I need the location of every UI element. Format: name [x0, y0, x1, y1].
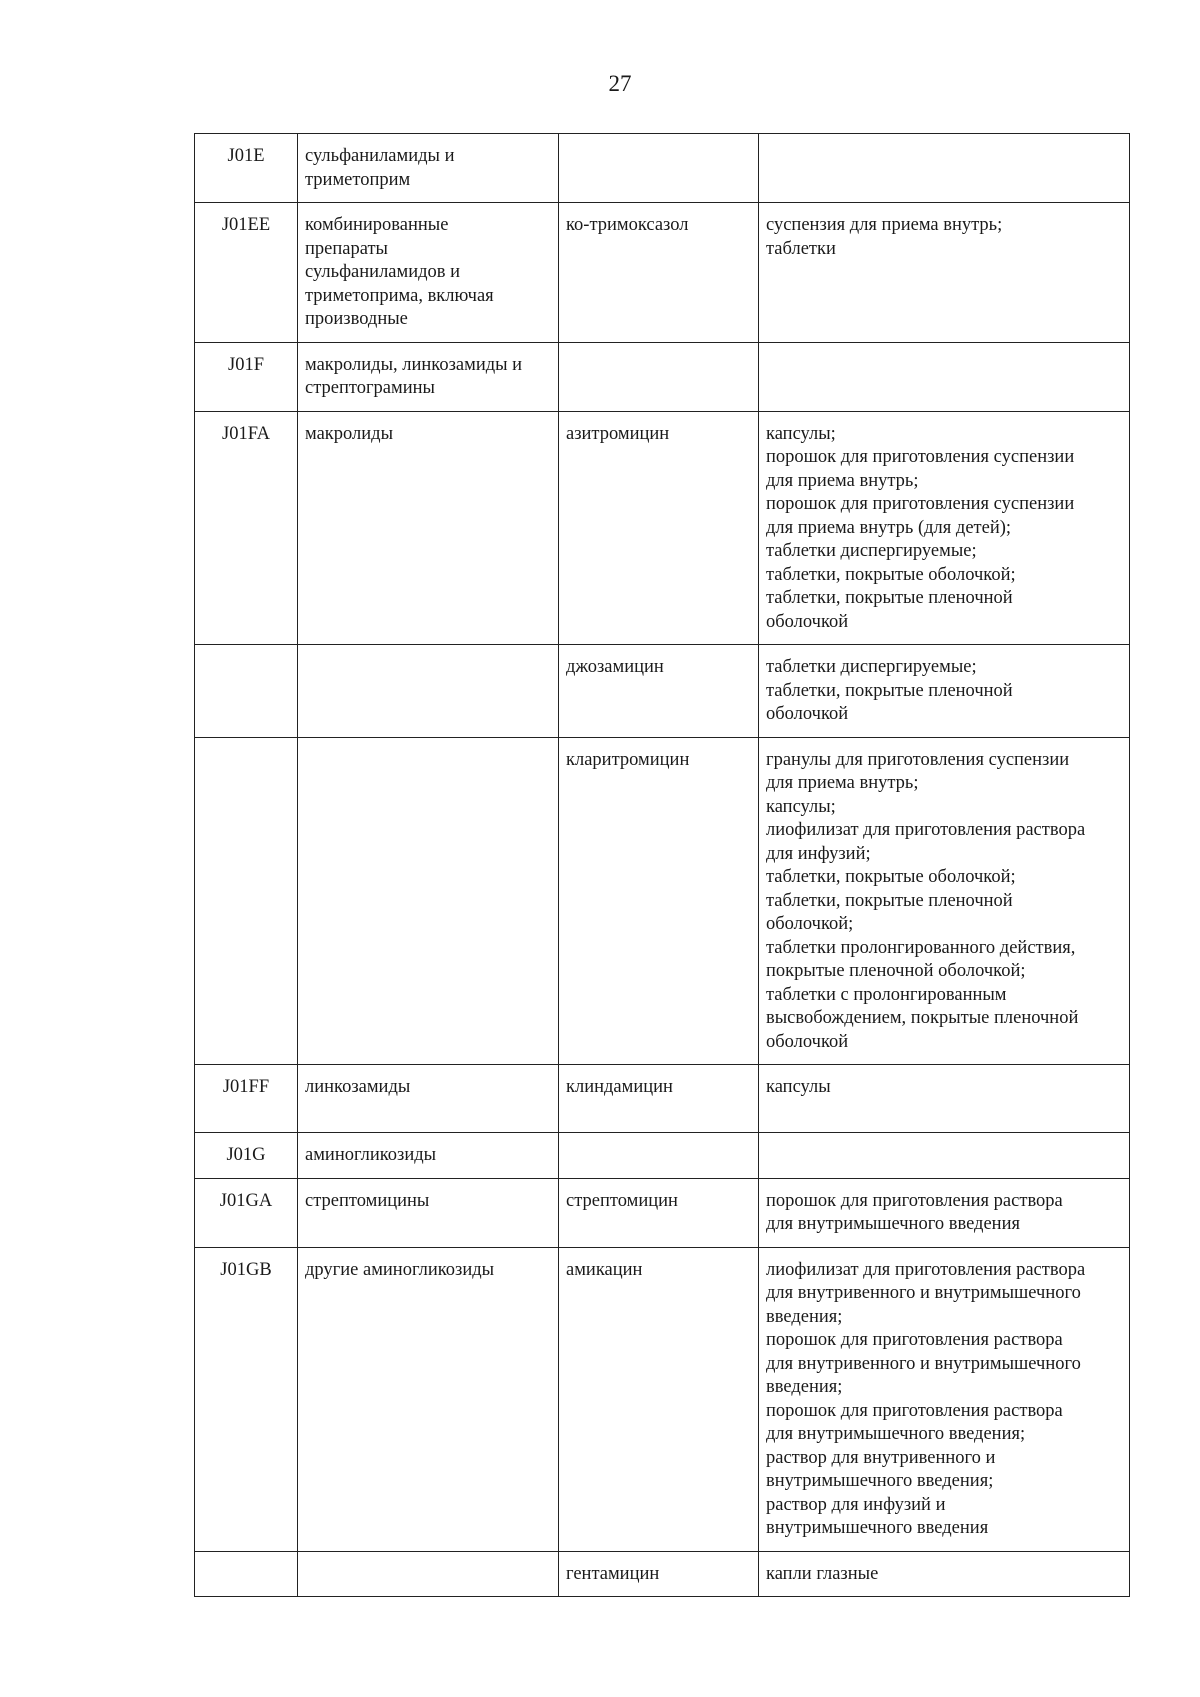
- group-name-line: линкозамиды: [305, 1077, 411, 1097]
- drug-name-cell: джозамицин: [559, 645, 759, 738]
- table-body: [195, 134, 1130, 1597]
- dosage-forms-cell: [759, 737, 1130, 1065]
- dosage-form-line: таблетки, покрытые пленочной: [766, 680, 1013, 701]
- drug-name-cell: азитромицин: [559, 411, 759, 645]
- atc-code-cell: J01G: [195, 1133, 298, 1179]
- dosage-form-line: порошок для приготовления суспензии: [766, 447, 1075, 467]
- group-name-line: сульфаниламиды и: [305, 146, 455, 166]
- table-row: [195, 342, 1130, 411]
- dosage-forms-cell: [759, 1551, 1130, 1597]
- dosage-form-line: для внутримышечного введения: [766, 1214, 1020, 1234]
- table-row: [195, 645, 1130, 738]
- dosage-form-line: таблетки, покрытые пленочной: [766, 890, 1013, 911]
- group-name-line: аминогликозиды: [305, 1145, 437, 1165]
- group-name-cell: [298, 1247, 559, 1551]
- dosage-form-line: капсулы;: [766, 423, 836, 444]
- group-name-cell: [298, 1178, 559, 1247]
- group-name-cell: [298, 1551, 559, 1597]
- dosage-forms-cell: [759, 411, 1130, 645]
- dosage-form-line: порошок для приготовления суспензии: [766, 494, 1075, 514]
- group-name-line: макролиды, линкозамиды и: [305, 354, 523, 375]
- dosage-form-line: оболочкой;: [766, 914, 854, 934]
- drug-name-cell: ко-тримоксазол: [559, 203, 759, 343]
- group-name-line: макролиды: [305, 423, 394, 444]
- dosage-form-line: капли глазные: [766, 1563, 879, 1584]
- dosage-form-line: оболочкой: [766, 1031, 849, 1052]
- group-name-line: комбинированные: [305, 215, 449, 235]
- group-name-line: триметоприма, включая: [305, 285, 494, 306]
- dosage-form-line: введения;: [766, 1306, 843, 1327]
- atc-code-cell: J01EE: [195, 203, 298, 343]
- table-row: [195, 1133, 1130, 1179]
- dosage-form-line: для внутримышечного введения;: [766, 1424, 1026, 1444]
- dosage-form-line: покрытые пленочной оболочкой;: [766, 961, 1026, 981]
- dosage-forms-cell: [759, 1065, 1130, 1133]
- group-name-cell: [298, 1133, 559, 1179]
- dosage-form-line: внутримышечного введения;: [766, 1471, 994, 1491]
- dosage-form-line: таблетки пролонгированного действия,: [766, 937, 1076, 958]
- dosage-forms-cell: [759, 645, 1130, 738]
- dosage-form-line: для приема внутрь (для детей);: [766, 517, 1012, 538]
- table-row: [195, 737, 1130, 1065]
- group-name-cell: [298, 342, 559, 411]
- dosage-form-line: порошок для приготовления раствора: [766, 1190, 1063, 1211]
- table-row: [195, 1551, 1130, 1597]
- drug-name-cell: [559, 134, 759, 203]
- dosage-form-line: капсулы: [766, 1077, 831, 1097]
- dosage-form-line: гранулы для приготовления суспензии: [766, 749, 1070, 770]
- group-name-line: триметоприм: [305, 169, 411, 190]
- dosage-form-line: для приема внутрь;: [766, 470, 919, 491]
- table-row: [195, 134, 1130, 203]
- dosage-forms-cell: [759, 1178, 1130, 1247]
- dosage-form-line: для инфузий;: [766, 843, 871, 864]
- group-name-line: другие аминогликозиды: [305, 1259, 495, 1280]
- dosage-form-line: высвобождением, покрытые пленочной: [766, 1008, 1079, 1028]
- drug-name-cell: [559, 1133, 759, 1179]
- dosage-form-line: таблетки диспергируемые;: [766, 657, 977, 677]
- dosage-form-line: порошок для приготовления раствора: [766, 1400, 1063, 1421]
- dosage-form-line: таблетки: [766, 238, 836, 259]
- dosage-form-line: порошок для приготовления раствора: [766, 1330, 1063, 1350]
- dosage-forms-cell: [759, 134, 1130, 203]
- table-row: [195, 1178, 1130, 1247]
- dosage-form-line: лиофилизат для приготовления раствора: [766, 820, 1086, 840]
- dosage-form-line: таблетки, покрытые оболочкой;: [766, 867, 1016, 887]
- atc-code-cell: J01FF: [195, 1065, 298, 1133]
- dosage-form-line: для приема внутрь;: [766, 773, 919, 793]
- atc-code-cell: J01GA: [195, 1178, 298, 1247]
- group-name-cell: [298, 203, 559, 343]
- group-name-line: производные: [305, 309, 408, 329]
- dosage-forms-cell: [759, 342, 1130, 411]
- table-row: [195, 1247, 1130, 1551]
- dosage-form-line: введения;: [766, 1377, 843, 1397]
- drug-table: [194, 133, 1130, 1597]
- drug-name-cell: амикацин: [559, 1247, 759, 1551]
- group-name-line: сульфаниламидов и: [305, 262, 461, 282]
- dosage-form-line: лиофилизат для приготовления раствора: [766, 1259, 1086, 1280]
- atc-code-cell: [195, 1551, 298, 1597]
- dosage-forms-cell: [759, 1247, 1130, 1551]
- atc-code-cell: J01F: [195, 342, 298, 411]
- table-row: [195, 1065, 1130, 1133]
- dosage-form-line: таблетки диспергируемые;: [766, 541, 977, 561]
- drug-name-cell: кларитромицин: [559, 737, 759, 1065]
- atc-code-cell: [195, 645, 298, 738]
- drug-name-cell: [559, 342, 759, 411]
- group-name-line: препараты: [305, 238, 388, 259]
- group-name-cell: [298, 134, 559, 203]
- group-name-cell: [298, 1065, 559, 1133]
- dosage-form-line: капсулы;: [766, 796, 836, 817]
- group-name-cell: [298, 411, 559, 645]
- table-row: [195, 203, 1130, 343]
- dosage-form-line: для внутривенного и внутримышечного: [766, 1283, 1081, 1303]
- atc-code-cell: J01FA: [195, 411, 298, 645]
- dosage-form-line: оболочкой: [766, 704, 849, 724]
- dosage-form-line: таблетки, покрытые пленочной: [766, 588, 1013, 608]
- drug-name-cell: клиндамицин: [559, 1065, 759, 1133]
- dosage-form-line: оболочкой: [766, 611, 849, 632]
- table-row: [195, 411, 1130, 645]
- group-name-cell: [298, 737, 559, 1065]
- dosage-form-line: суспензия для приема внутрь;: [766, 215, 1003, 235]
- dosage-form-line: внутримышечного введения: [766, 1518, 989, 1538]
- group-name-line: стрептограмины: [305, 378, 435, 398]
- dosage-form-line: раствор для внутривенного и: [766, 1447, 996, 1468]
- drug-name-cell: стрептомицин: [559, 1178, 759, 1247]
- dosage-forms-cell: [759, 203, 1130, 343]
- atc-code-cell: J01E: [195, 134, 298, 203]
- dosage-form-line: раствор для инфузий и: [766, 1494, 946, 1515]
- page-number: 27: [608, 71, 632, 96]
- group-name-cell: [298, 645, 559, 738]
- dosage-forms-cell: [759, 1133, 1130, 1179]
- dosage-form-line: таблетки с пролонгированным: [766, 984, 1007, 1005]
- atc-code-cell: J01GB: [195, 1247, 298, 1551]
- atc-code-cell: [195, 737, 298, 1065]
- drug-name-cell: гентамицин: [559, 1551, 759, 1597]
- group-name-line: стрептомицины: [305, 1190, 430, 1211]
- dosage-form-line: таблетки, покрытые оболочкой;: [766, 564, 1016, 585]
- dosage-form-line: для внутривенного и внутримышечного: [766, 1353, 1081, 1374]
